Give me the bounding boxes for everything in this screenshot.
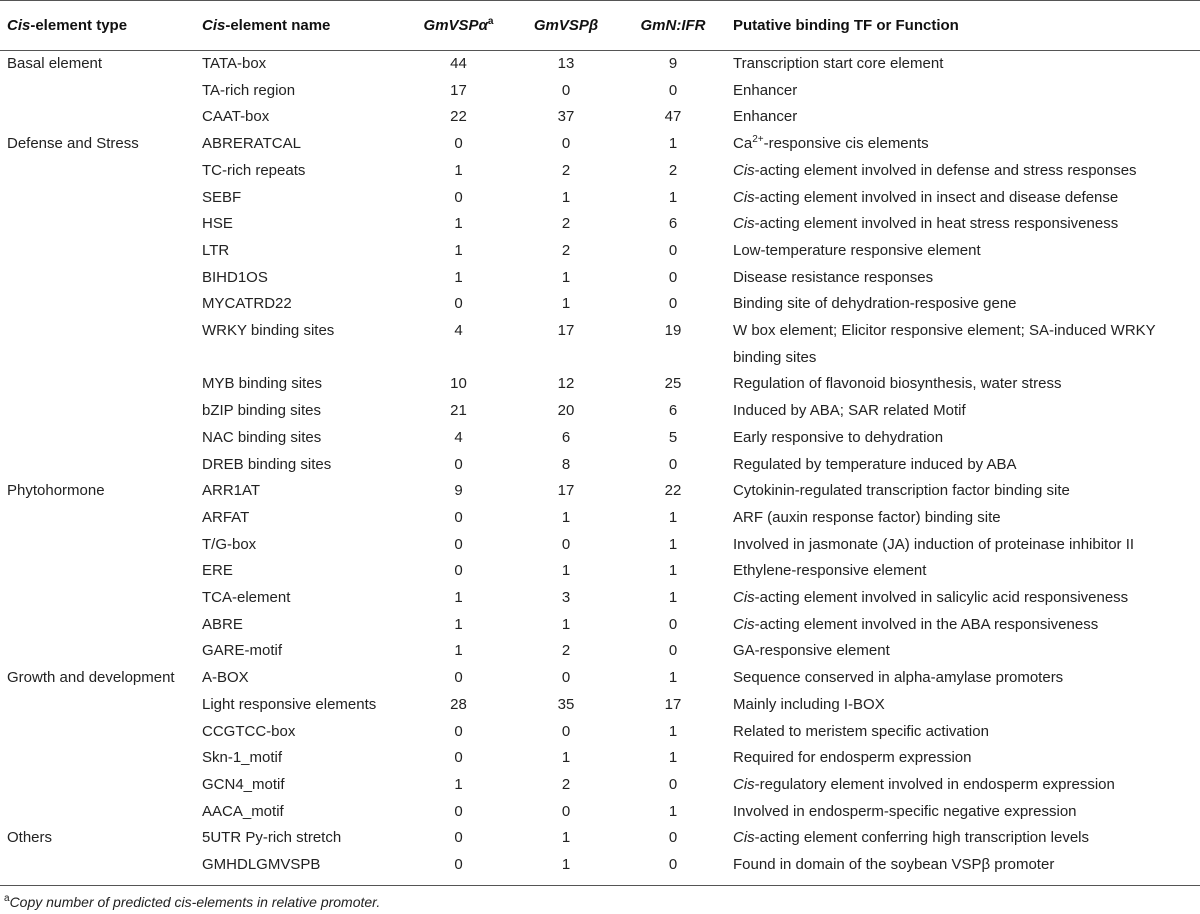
function-text: Enhancer <box>733 81 798 99</box>
gmvsp-alpha-count-cell: 22 <box>450 108 467 126</box>
table-row <box>0 131 1200 158</box>
function-italic-prefix: Cis <box>733 589 755 607</box>
gmvsp-alpha-count-cell: 9 <box>454 482 463 500</box>
table-row <box>0 558 1200 585</box>
function-text: Binding site of dehydration-resposive gene <box>733 295 1017 313</box>
function-cell <box>726 78 1200 105</box>
element-name-cell: Skn-1_motif <box>202 749 283 767</box>
function-cell <box>726 478 1200 505</box>
gmvsp-beta-count-cell: 0 <box>561 81 571 99</box>
table-row <box>0 265 1200 292</box>
gmvsp-alpha-count-cell: 17 <box>450 81 467 99</box>
function-cell <box>726 291 1200 318</box>
element-type-cell <box>0 78 195 105</box>
table-footnote <box>0 886 1200 910</box>
element-name-cell: ARFAT <box>202 508 250 526</box>
table-row <box>0 238 1200 265</box>
function-text: Disease resistance responses <box>733 268 934 286</box>
gmvsp-alpha-count-cell: 1 <box>454 775 463 793</box>
table-row <box>0 452 1200 479</box>
function-text: Ethylene-responsive element <box>733 562 927 580</box>
gmvsp-alpha-count-cell: 0 <box>454 295 463 313</box>
table-row <box>0 612 1200 639</box>
function-cell <box>726 719 1200 746</box>
gmvsp-alpha-count-cell: 1 <box>454 241 463 259</box>
function-cell <box>726 532 1200 559</box>
gmvsp-alpha-count-cell: 1 <box>454 642 463 660</box>
element-type-cell <box>0 238 195 265</box>
element-type-cell <box>0 291 195 318</box>
element-name-cell: Light responsive elements <box>202 695 377 713</box>
element-name-cell: AACA_motif <box>202 802 284 820</box>
element-name-cell: ABRE <box>202 615 243 633</box>
function-cell <box>726 692 1200 719</box>
element-name-cell: DREB binding sites <box>202 455 332 473</box>
element-type-cell <box>0 852 195 885</box>
function-text: Sequence conserved in alpha-amylase promoters <box>733 669 1064 687</box>
gmvsp-beta-count-cell: 1 <box>561 508 571 526</box>
gmvsp-beta-count-cell: 1 <box>512 852 620 885</box>
function-text: Enhancer <box>733 108 798 126</box>
function-cell <box>726 265 1200 292</box>
function-text: Induced by ABA; SAR related Motif <box>733 402 966 420</box>
gmn-ifr-count-cell: 0 <box>668 268 678 286</box>
element-name-cell: MYB binding sites <box>202 375 323 393</box>
function-cell <box>726 452 1200 479</box>
header-gmvsp-alpha: GmVSPα$^a$ <box>405 1 512 51</box>
table-row <box>0 505 1200 532</box>
gmvsp-beta-count-cell: 37 <box>557 108 575 126</box>
table-row <box>0 291 1200 318</box>
header-gmn-ifr: GmN:IFR <box>620 1 726 51</box>
table-row <box>0 371 1200 398</box>
gmn-ifr-count-cell: 2 <box>668 161 678 179</box>
gmn-ifr-count-cell: 6 <box>668 215 678 233</box>
element-type-cell: Growth and development <box>7 669 175 687</box>
table-row <box>0 425 1200 452</box>
function-prefix: Ca <box>733 135 753 153</box>
gmn-ifr-count-cell: 25 <box>664 375 682 393</box>
header-element-name: Cis-element name <box>195 1 405 51</box>
table-row <box>0 532 1200 559</box>
element-type-cell <box>0 745 195 772</box>
function-cell <box>726 799 1200 826</box>
element-name-cell: TC-rich repeats <box>202 161 306 179</box>
gmvsp-alpha-count-cell: 0 <box>454 535 463 553</box>
gmvsp-beta-count-cell: 8 <box>561 455 571 473</box>
function-cell <box>726 505 1200 532</box>
gmn-ifr-count-cell: 0 <box>668 455 678 473</box>
element-name-cell: ARR1AT <box>202 482 261 500</box>
function-cell <box>726 318 1200 371</box>
table-row <box>0 799 1200 826</box>
element-name-cell: WRKY binding sites <box>202 322 335 340</box>
gmvsp-beta-count-cell: 1 <box>561 188 571 206</box>
gmvsp-beta-count-cell: 0 <box>561 722 571 740</box>
function-cell <box>726 398 1200 425</box>
function-text: -acting element conferring high transcription levels <box>754 829 1090 847</box>
table-row <box>0 478 1200 505</box>
function-text: GA-responsive element <box>733 642 890 660</box>
element-name-cell: ABRERATCAL <box>202 135 301 153</box>
gmn-ifr-count-cell: 5 <box>668 428 678 446</box>
element-name-cell: TA-rich region <box>202 81 296 99</box>
gmvsp-beta-count-cell: 1 <box>561 562 571 580</box>
table-row <box>0 719 1200 746</box>
element-name-cell: CAAT-box <box>202 108 270 126</box>
element-type-cell <box>0 772 195 799</box>
element-type-cell <box>0 638 195 665</box>
gmn-ifr-count-cell: 1 <box>668 562 678 580</box>
gmn-ifr-count-cell: 0 <box>668 241 678 259</box>
gmn-ifr-count-cell: 1 <box>668 802 678 820</box>
header-element-type: Cis-element type <box>0 1 195 51</box>
gmvsp-beta-count-cell: 20 <box>557 402 575 420</box>
gmvsp-alpha-count-cell: 0 <box>454 749 463 767</box>
function-cell <box>726 558 1200 585</box>
gmn-ifr-count-cell: 22 <box>664 482 682 500</box>
gmvsp-beta-count-cell: 2 <box>561 215 571 233</box>
table-row <box>0 104 1200 131</box>
gmn-ifr-count-cell: 9 <box>668 55 678 72</box>
function-cell <box>726 185 1200 212</box>
function-cell <box>726 665 1200 692</box>
function-text: Involved in endosperm-specific negative expression <box>733 802 1077 820</box>
gmvsp-alpha-count-cell: 0 <box>454 455 463 473</box>
function-cell <box>726 425 1200 452</box>
function-text: Cytokinin-regulated transcription factor binding site <box>733 482 1070 500</box>
element-type-cell <box>0 505 195 532</box>
table-body <box>0 51 1200 886</box>
table-row <box>0 398 1200 425</box>
element-type-cell <box>0 425 195 452</box>
header-function: Putative binding TF or Function <box>726 1 1200 51</box>
element-type-cell: Phytohormone <box>7 482 105 500</box>
gmvsp-alpha-count-cell: 0 <box>454 829 463 847</box>
element-name-cell: CCGTCC-box <box>202 722 296 740</box>
gmn-ifr-count-cell: 6 <box>668 402 678 420</box>
gmn-ifr-count-cell: 0 <box>668 615 678 633</box>
function-italic-prefix: Cis <box>733 188 755 206</box>
element-name-cell: BIHD1OS <box>202 268 268 286</box>
table-row <box>0 852 1200 885</box>
gmvsp-beta-count-cell: 2 <box>561 642 571 660</box>
gmvsp-beta-count-cell: 1 <box>561 295 571 313</box>
gmvsp-beta-count-cell: 6 <box>561 428 571 446</box>
gmvsp-beta-count-cell: 2 <box>561 161 571 179</box>
element-name-cell: GARE-motif <box>202 642 283 660</box>
function-text: Regulated by temperature induced by ABA <box>733 455 1017 473</box>
gmvsp-alpha-count-cell: 4 <box>454 322 463 340</box>
function-cell <box>726 51 1200 78</box>
table-row <box>0 318 1200 371</box>
gmvsp-beta-count-cell: 17 <box>557 322 575 340</box>
gmn-ifr-count-cell: 47 <box>664 108 682 126</box>
gmn-ifr-count-cell: 0 <box>668 642 678 660</box>
element-type-cell <box>0 719 195 746</box>
function-text: Regulation of flavonoid biosynthesis, water stress <box>733 375 1062 393</box>
element-type-cell <box>0 558 195 585</box>
element-type-cell: Others <box>7 829 53 847</box>
function-text: -acting element involved in heat stress responsiveness <box>754 215 1119 233</box>
gmvsp-alpha-count-cell: 4 <box>454 428 463 446</box>
function-text: -acting element involved in the ABA responsiveness <box>754 615 1099 633</box>
element-name-cell: ERE <box>202 562 233 580</box>
element-name-cell: NAC binding sites <box>202 428 322 446</box>
gmn-ifr-count-cell: 1 <box>668 188 678 206</box>
gmvsp-beta-count-cell: 35 <box>557 695 575 713</box>
element-type-cell <box>0 452 195 479</box>
function-italic-prefix: Cis <box>733 161 755 179</box>
gmvsp-beta-count-cell: 13 <box>557 55 575 72</box>
table-row <box>0 158 1200 185</box>
function-cell <box>726 585 1200 612</box>
gmvsp-alpha-count-cell: 1 <box>454 615 463 633</box>
gmvsp-beta-count-cell: 1 <box>561 829 571 847</box>
gmn-ifr-count-cell: 1 <box>668 722 678 740</box>
gmvsp-alpha-count-cell: 28 <box>450 695 467 713</box>
gmn-ifr-count-cell: 0 <box>668 829 678 847</box>
table-row <box>0 185 1200 212</box>
function-italic-prefix: Cis <box>733 829 755 847</box>
element-name-cell: SEBF <box>202 188 242 206</box>
function-text: -regulatory element involved in endosperm expression <box>754 775 1115 793</box>
gmvsp-beta-count-cell: 1 <box>561 615 571 633</box>
table-row <box>0 51 1200 78</box>
element-type-cell <box>0 158 195 185</box>
function-cell <box>726 211 1200 238</box>
gmn-ifr-count-cell: 1 <box>668 135 678 153</box>
function-superscript: 2+ <box>752 134 764 146</box>
element-name-cell: T/G-box <box>202 535 257 553</box>
element-name-cell: bZIP binding sites <box>202 402 321 420</box>
gmvsp-beta-count-cell: 2 <box>561 241 571 259</box>
function-cell <box>726 104 1200 131</box>
gmvsp-beta-count-cell: 0 <box>561 135 571 153</box>
gmvsp-alpha-count-cell: 1 <box>454 215 463 233</box>
element-name-cell: TATA-box <box>202 55 267 72</box>
element-name-cell: GMHDLGMVSPB <box>195 852 405 885</box>
table-header-row <box>0 1 1200 51</box>
element-name-cell: A-BOX <box>202 669 249 687</box>
gmn-ifr-count-cell: 17 <box>664 695 682 713</box>
function-cell <box>726 131 1200 158</box>
gmn-ifr-count-cell: 1 <box>668 508 678 526</box>
element-type-cell <box>0 692 195 719</box>
element-name-cell: TCA-element <box>202 589 291 607</box>
table-row <box>0 78 1200 105</box>
gmn-ifr-count-cell: 1 <box>668 749 678 767</box>
element-type-cell <box>0 104 195 131</box>
gmvsp-beta-count-cell: 3 <box>561 589 571 607</box>
function-cell <box>726 158 1200 185</box>
function-italic-prefix: Cis <box>733 775 755 793</box>
gmvsp-beta-count-cell: 1 <box>561 268 571 286</box>
gmn-ifr-count-cell: 1 <box>668 589 678 607</box>
gmvsp-alpha-count-cell: 1 <box>454 268 463 286</box>
function-text: Found in domain of the soybean VSPβ promoter <box>733 856 1055 874</box>
function-italic-prefix: Cis <box>733 615 755 633</box>
gmvsp-alpha-count-cell: 10 <box>450 375 467 393</box>
function-cell <box>726 852 1200 885</box>
function-cell <box>726 638 1200 665</box>
gmvsp-alpha-count-cell: 0 <box>454 508 463 526</box>
element-type-cell <box>0 532 195 559</box>
element-type-cell <box>0 185 195 212</box>
gmvsp-alpha-count-cell: 1 <box>454 161 463 179</box>
function-text: ARF (auxin response factor) binding site <box>733 508 1001 526</box>
element-name-cell: 5UTR Py-rich stretch <box>202 829 342 847</box>
gmvsp-beta-count-cell: 1 <box>561 749 571 767</box>
table-row <box>0 585 1200 612</box>
table-row <box>0 772 1200 799</box>
gmvsp-alpha-count-cell: 0 <box>454 722 463 740</box>
function-text: Involved in jasmonate (JA) induction of proteinase inhibitor II <box>733 535 1135 553</box>
function-text: Mainly including I-BOX <box>733 695 885 713</box>
gmn-ifr-count-cell: 0 <box>668 775 678 793</box>
gmvsp-alpha-count-cell: 0 <box>454 188 463 206</box>
table-row <box>0 825 1200 852</box>
element-type-cell <box>0 211 195 238</box>
function-text: Low-temperature responsive element <box>733 241 981 259</box>
element-type-cell: Defense and Stress <box>7 135 139 153</box>
element-type-cell <box>0 318 195 371</box>
gmn-ifr-count-cell: 1 <box>668 669 678 687</box>
element-name-cell: MYCATRD22 <box>202 295 292 313</box>
gmvsp-alpha-count-cell: 0 <box>405 852 512 885</box>
gmvsp-beta-count-cell: 0 <box>561 802 571 820</box>
function-cell <box>726 772 1200 799</box>
gmvsp-alpha-count-cell: 0 <box>454 135 463 153</box>
footnote-text: Copy number of predicted cis-elements in relative promoter. <box>9 893 381 910</box>
function-text: Transcription start core element <box>733 55 944 72</box>
function-italic-prefix: Cis <box>733 215 755 233</box>
gmvsp-alpha-count-cell: 0 <box>454 669 463 687</box>
table-row <box>0 638 1200 665</box>
gmvsp-beta-count-cell: 0 <box>561 669 571 687</box>
gmn-ifr-count-cell: 0 <box>668 81 678 99</box>
element-type-cell <box>0 371 195 398</box>
gmn-ifr-count-cell: 0 <box>668 295 678 313</box>
function-cell <box>726 371 1200 398</box>
table-row <box>0 745 1200 772</box>
element-name-cell: LTR <box>202 241 230 259</box>
gmvsp-alpha-count-cell: 0 <box>454 562 463 580</box>
element-type-cell <box>0 799 195 826</box>
header-gmvsp-beta: GmVSPβ <box>512 1 620 51</box>
element-type-cell <box>0 612 195 639</box>
gmn-ifr-count-cell: 19 <box>664 322 682 340</box>
element-type-cell <box>0 265 195 292</box>
element-name-cell: GCN4_motif <box>202 775 285 793</box>
gmvsp-alpha-count-cell: 1 <box>454 589 463 607</box>
element-type-cell <box>0 398 195 425</box>
function-cell <box>726 238 1200 265</box>
function-text: -acting element involved in insect and disease defense <box>754 188 1119 206</box>
function-text: Related to meristem specific activation <box>733 722 989 740</box>
footnote-marker: a <box>4 892 10 904</box>
function-text: -acting element involved in salicylic acid responsiveness <box>754 589 1129 607</box>
gmvsp-beta-count-cell: 17 <box>557 482 575 500</box>
function-text: -responsive cis elements <box>763 135 929 153</box>
gmvsp-beta-count-cell: 2 <box>561 775 571 793</box>
element-name-cell: HSE <box>202 215 233 233</box>
gmvsp-alpha-count-cell: 44 <box>450 55 467 72</box>
gmn-ifr-count-cell: 0 <box>620 852 726 885</box>
gmvsp-alpha-count-cell: 0 <box>454 802 463 820</box>
table-row <box>0 692 1200 719</box>
function-cell <box>726 825 1200 852</box>
gmn-ifr-count-cell: 1 <box>668 535 678 553</box>
gmvsp-beta-count-cell: 0 <box>561 535 571 553</box>
table-row <box>0 211 1200 238</box>
gmvsp-alpha-count-cell: 21 <box>450 402 467 420</box>
table-row <box>0 665 1200 692</box>
element-type-cell <box>0 585 195 612</box>
element-type-cell: Basal element <box>7 55 103 72</box>
function-text: W box element; Elicitor responsive element; SA-induced WRKY binding sites <box>733 322 1156 366</box>
function-cell <box>726 745 1200 772</box>
function-text: Required for endosperm expression <box>733 749 972 767</box>
gmvsp-beta-count-cell: 12 <box>557 375 575 393</box>
function-cell <box>726 612 1200 639</box>
function-text: Early responsive to dehydration <box>733 428 944 446</box>
function-text: -acting element involved in defense and stress responses <box>754 161 1137 179</box>
